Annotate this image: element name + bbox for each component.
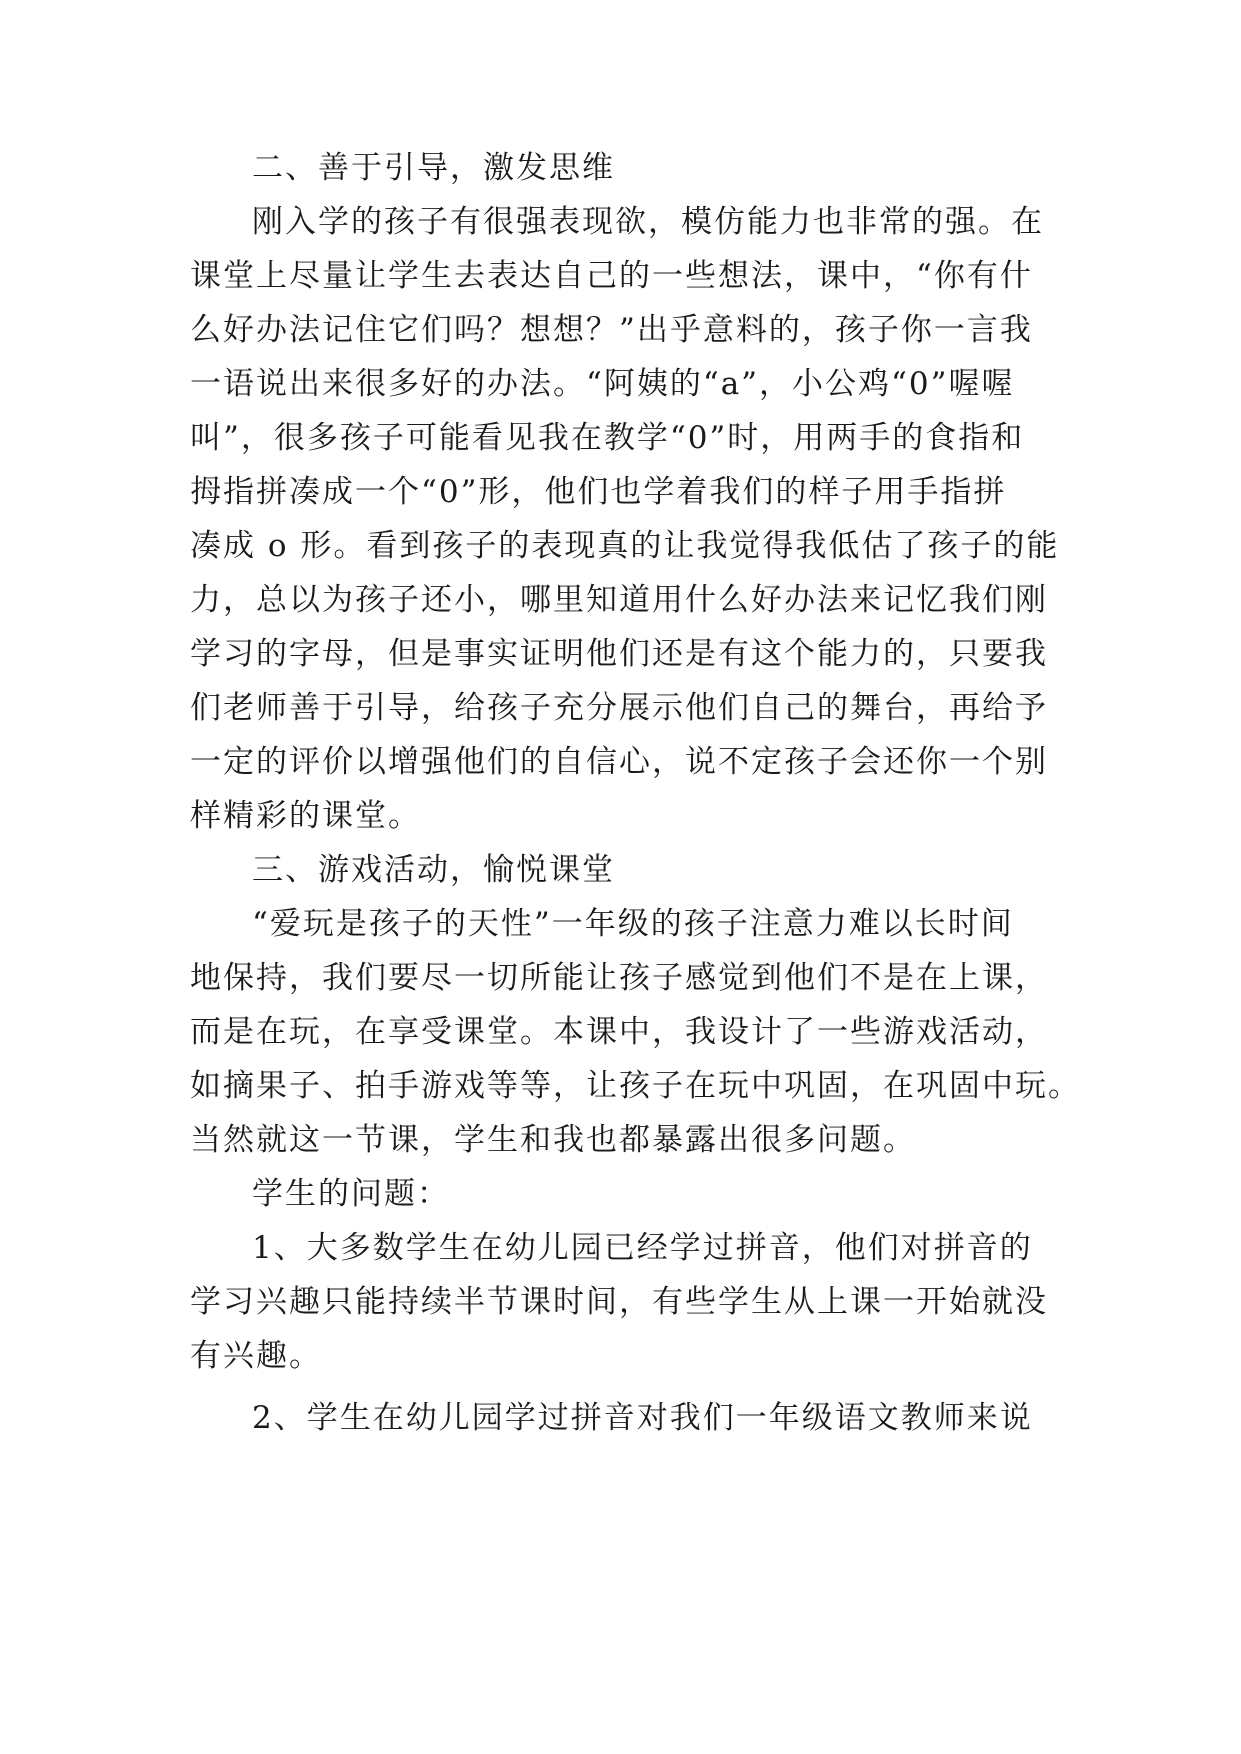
- paragraph-line: 学习兴趣只能持续半节课时间，有些学生从上课一开始就没: [190, 1284, 1048, 1320]
- paragraph-line: 刚入学的孩子有很强表现欲，模仿能力也非常的强。在: [252, 204, 1044, 240]
- section-heading-3: 三、游戏活动，愉悦课堂: [252, 852, 615, 888]
- paragraph-line: 学习的字母，但是事实证明他们还是有这个能力的，只要我: [190, 636, 1048, 672]
- paragraph-line: 凑成 o 形。看到孩子的表现真的让我觉得我低估了孩子的能: [190, 528, 1060, 564]
- list-item-1: 1、大多数学生在幼儿园已经学过拼音，他们对拼音的: [252, 1230, 1033, 1266]
- paragraph-line: “爱玩是孩子的天性”一年级的孩子注意力难以长时间: [252, 906, 1014, 942]
- paragraph-line: 拇指拼凑成一个“0”形，他们也学着我们的样子用手指拼: [190, 474, 1007, 510]
- paragraph-line: 一定的评价以增强他们的自信心，说不定孩子会还你一个别: [190, 744, 1048, 780]
- paragraph-line: 地保持，我们要尽一切所能让孩子感觉到他们不是在上课，: [190, 960, 1048, 996]
- section-heading-2: 二、善于引导，激发思维: [252, 150, 615, 186]
- paragraph-line: 如摘果子、拍手游戏等等，让孩子在玩中巩固，在巩固中玩。: [190, 1068, 1081, 1104]
- paragraph-line: 课堂上尽量让学生去表达自己的一些想法，课中，“你有什: [190, 258, 1033, 294]
- paragraph-line: 们老师善于引导，给孩子充分展示他们自己的舞台，再给予: [190, 690, 1048, 726]
- paragraph-line: 样精彩的课堂。: [190, 798, 421, 834]
- paragraph-line: 力，总以为孩子还小，哪里知道用什么好办法来记忆我们刚: [190, 582, 1048, 618]
- paragraph-line: 当然就这一节课，学生和我也都暴露出很多问题。: [190, 1122, 916, 1158]
- subheading-student-problems: 学生的问题：: [252, 1176, 450, 1212]
- paragraph-line: 一语说出来很多好的办法。“阿姨的“a”，小公鸡“0”喔喔: [190, 366, 1015, 402]
- paragraph-line: 有兴趣。: [190, 1338, 322, 1374]
- list-item-2: 2、学生在幼儿园学过拼音对我们一年级语文教师来说: [252, 1400, 1033, 1436]
- paragraph-line: 而是在玩，在享受课堂。本课中，我设计了一些游戏活动，: [190, 1014, 1048, 1050]
- paragraph-line: 么好办法记住它们吗？想想？”出乎意料的，孩子你一言我: [190, 312, 1033, 348]
- paragraph-line: 叫”，很多孩子可能看见我在教学“0”时，用两手的食指和: [190, 420, 1025, 456]
